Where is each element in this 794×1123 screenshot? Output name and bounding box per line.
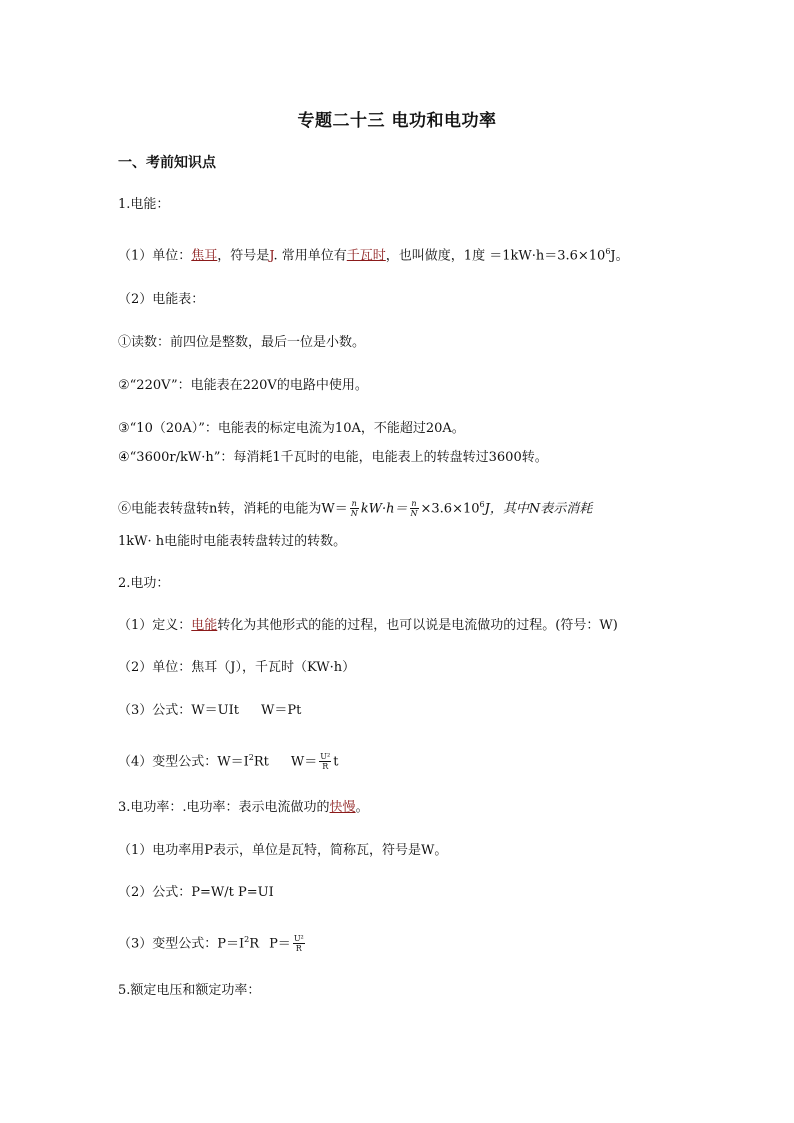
fraction: $\frac{n}{N}$ [410,499,418,519]
meter-item: ②“220V”：电能表在220V的电路中使用。 [118,378,368,393]
page-title: 专题二十三 电功和电功率 [297,111,497,131]
power-variant-line: （3）变型公式：$P=I^2R$ P＝ $\frac{\text{U²}}{R}$ [118,934,304,954]
heading-electric-energy: 1.电能： [118,197,170,212]
meter-item: ①读数：前四位是整数，最后一位是小数。 [118,335,366,350]
blank-answer: 焦耳 [191,248,218,264]
meter-heading: （2）电能表： [118,292,205,307]
formula-line: （3）公式：W＝UIt W＝Pt [118,703,302,718]
meter-item: ③“10（20A）”：电能表的标定电流为10A，不能超过20A。 [118,421,465,436]
blank-answer: 快慢 [329,800,356,815]
fraction: $\frac{\text{U²}}{R}$ [293,934,304,954]
variant-formula-line: （4）变型公式：$W=I^2Rt$ W＝ $\frac{\text{U²}}{R}$ t [118,752,339,772]
blank-answer: 电能 [191,618,218,633]
heading-electric-power: 3.电功率：.电功率：表示电流做功的快慢。 [118,800,369,815]
fraction: $\frac{\text{U²}}{R}$ [320,752,331,772]
power-formula-line: （2）公式：P=W/t P=UI [118,885,274,900]
meter-formula-line-2: 1kW· h电能时电能表转盘转过的转数。 [118,534,347,549]
blank-answer: 千瓦时 [346,248,386,264]
section-heading: 一、考前知识点 [118,155,216,171]
definition-line: （1）定义：电能转化为其他形式的能的过程，也可以说是电流做功的过程。(符号：W) [118,618,618,633]
meter-item: ④“3600r/kW·h”：每消耗1千瓦时的电能，电能表上的转盘转过3600转。 [118,450,548,465]
power-line: （1）电功率用P表示，单位是瓦特，简称瓦，符号是W。 [118,843,448,858]
heading-rated: 5.额定电压和额定功率： [118,983,261,998]
fraction: $\frac{n}{N}$ [350,499,358,519]
heading-electric-work: 2.电功： [118,576,170,591]
unit-line-work: （2）单位：焦耳（J），千瓦时（KW·h） [118,660,356,675]
meter-formula-line: ⑥电能表转盘转n转，消耗的电能为W＝ $\frac{n}{N}$ kW·h＝ $\frac{n}{N}$ $\times 3.6\times 10^6J$，其中N表示消耗 [118,499,593,519]
unit-line: （1）单位：焦耳，符号是J. 常用单位有千瓦时，也叫做度，1度 $=1kW\cdot h=3.6\times 10^6J$。 [118,247,629,264]
blank-answer: J [269,248,274,264]
